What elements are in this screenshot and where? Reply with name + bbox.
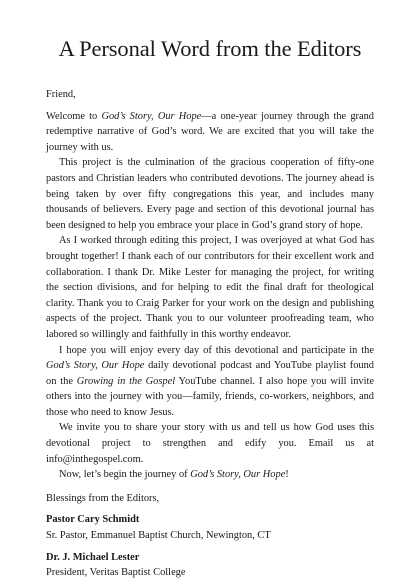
channel-name: Growing in the Gospel <box>76 375 176 387</box>
closing: Blessings from the Editors, <box>46 492 160 504</box>
paragraph-invite: We invite you to share your story with us and tell us how God uses this devotional project to strengthen and edify you. Email us at info@inthegospel.com. <box>46 422 374 465</box>
text-run: Welcome to <box>46 110 102 122</box>
signature-role: President, Veritas Baptist College <box>46 567 186 579</box>
text-run: daily devotional podcast and YouTube playlist found on the <box>46 360 374 387</box>
paragraph-hope <box>46 343 374 421</box>
text-run: —a one-year journey through the grand redemptive narrative of God’s word. We are excited that you will take the journey with us. <box>46 110 374 153</box>
text-run: ! <box>285 469 289 481</box>
page-title: A Personal Word from the Editors <box>58 36 362 61</box>
text-run: Now, let’s begin the journey of <box>59 469 191 481</box>
paragraph-thanks: As I worked through editing this project, I was overjoyed at what God has brought together! I thank each of our contributors for their excellent work and collaboration. I thank Dr. Mike Lester for managing the project, for writing the section divisions, and for helping to edit the final draft for theological clarity. Thank you to Craig Parker for your work on the design and publishing aspects of the project. Thank you to our volunteer proofreading team, who labored so willingly and faithfully in this worthy endeavor. <box>46 235 374 340</box>
signature-1 <box>46 512 374 543</box>
paragraph-begin <box>46 467 374 483</box>
book-title: God’s Story, Our Hope <box>46 360 145 372</box>
letter-body <box>46 87 374 581</box>
text-run: YouTube channel. I also hope you will invite others into the journey with you—family, friends, co-workers, neighbors, and those who need to know Jesus. <box>46 375 375 418</box>
greeting: Friend, <box>46 89 76 100</box>
text-run: I hope you will enjoy every day of this devotional and participate in the <box>59 344 374 356</box>
book-title: God’s Story, Our Hope <box>190 469 286 481</box>
book-title: God’s Story, Our Hope <box>101 110 202 122</box>
paragraph-welcome <box>46 109 374 156</box>
signature-name: Dr. J. Michael Lester <box>46 551 140 563</box>
signature-role: Sr. Pastor, Emmanuel Baptist Church, Newington, CT <box>46 530 271 542</box>
signature-name: Pastor Cary Schmidt <box>46 514 140 526</box>
signature-2 <box>46 550 374 581</box>
paragraph-culmination: This project is the culmination of the gracious cooperation of fifty-one pastors and Christian leaders who contributed devotions. The journey ahead is being taken by over fifty congregations this year, and includes many thousands of believers. Every page and section of this devotional journal has been designed to help you embrace your place in God’s grand story of hope. <box>46 157 374 231</box>
